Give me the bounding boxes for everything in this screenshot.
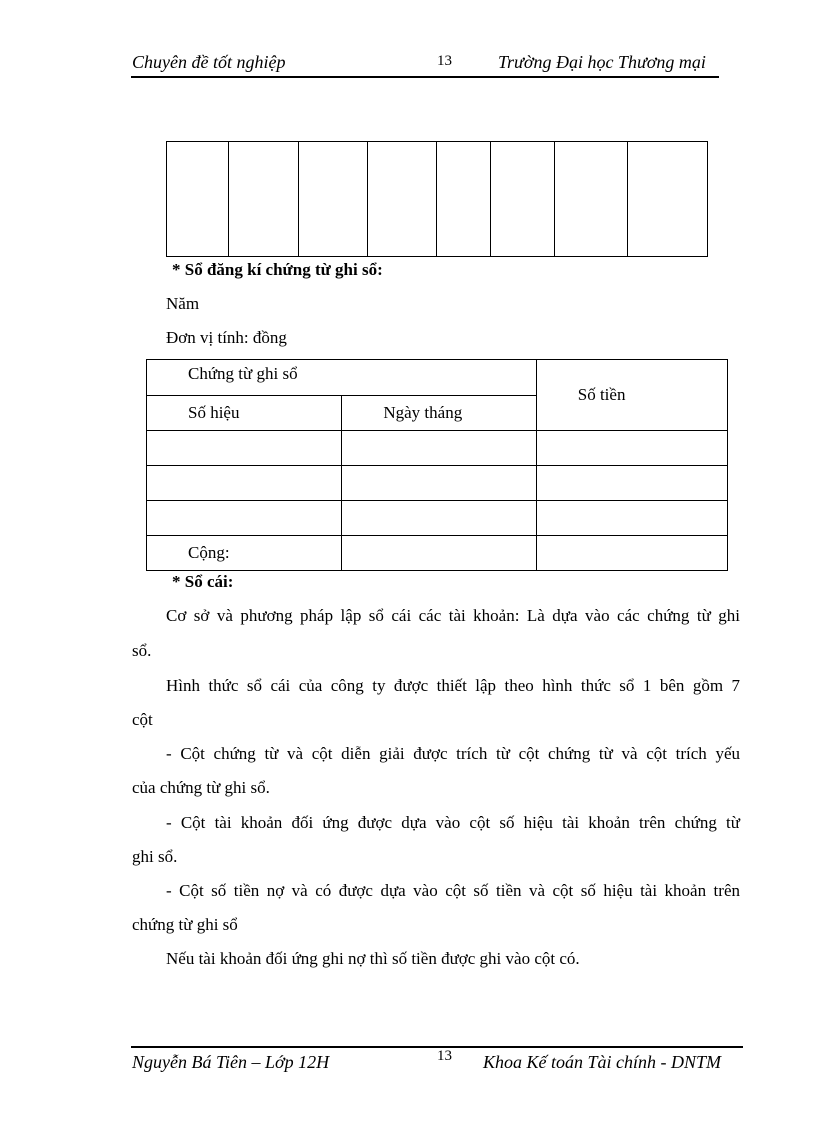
table-cell [147,501,342,536]
grid-cell [299,142,368,257]
paragraph-amount-col-line1: - Cột số tiền nợ và có được dựa vào cột số tiền và cột số hiệu tài khoản trên [166,881,740,900]
paragraph-contra-col-line2: ghi sổ. [132,847,178,866]
grid-cell [491,142,555,257]
table-row [147,431,728,466]
table-cell [147,431,342,466]
total-label: Cộng: [188,543,230,562]
grid-cell [368,142,437,257]
group-header: Chứng từ ghi sổ [188,364,298,383]
date-header-cell [342,396,536,431]
table-row [147,501,728,536]
table-cell [342,501,536,536]
empty-grid-table [166,141,708,257]
header-right: Trường Đại học Thương mại [498,52,706,72]
table-cell [342,536,536,571]
col-number-header: Số hiệu [188,403,240,422]
table-cell [342,431,536,466]
grid-cell [437,142,491,257]
table-cell [536,536,727,571]
paragraph-contra-col-line1: - Cột tài khoản đối ứng được dựa vào cột số hiệu tài khoản trên chứng từ [166,813,740,832]
table-cell [147,466,342,501]
grid-cell [229,142,299,257]
paragraph-voucher-col-line2: của chứng từ ghi sổ. [132,778,270,797]
amount-header-cell [536,360,727,431]
table-cell [342,466,536,501]
paragraph-form-line1: Hình thức sổ cái của công ty được thiết lập theo hình thức sổ 1 bên gồm 7 [166,676,740,695]
section-heading-register: * Sổ đăng kí chứng từ ghi sổ: [172,260,383,279]
paragraph-voucher-col-line1: - Cột chứng từ và cột diễn giải được trích từ cột chứng từ và cột trích yếu [166,744,740,763]
table-cell [536,466,727,501]
col-amount-header: Số tiền [577,385,626,404]
col-date-header: Ngày tháng [383,403,463,422]
number-header-cell [147,396,342,431]
paragraph-basis-line2: sổ. [132,641,152,660]
unit-label: Đơn vị tính: đồng [166,328,287,347]
grid-cell [628,142,708,257]
header-page-number: 13 [437,53,452,69]
grid-cell [555,142,628,257]
header-left: Chuyên đề tốt nghiệp [132,52,286,72]
paragraph-form-line2: cột [132,710,153,729]
footer-left: Nguyễn Bá Tiên – Lớp 12H [132,1052,330,1072]
group-header-cell [147,360,537,396]
year-label: Năm [166,294,200,313]
footer-page-number: 13 [437,1048,452,1064]
table-cell [536,431,727,466]
paragraph-amount-col-line2: chứng từ ghi sổ [132,915,238,934]
footer-right: Khoa Kế toán Tài chính - DNTM [483,1052,722,1072]
total-label-cell [147,536,342,571]
total-row [147,536,728,571]
table-row [147,466,728,501]
table-cell [536,501,727,536]
paragraph-debit-rule: Nếu tài khoản đối ứng ghi nợ thì số tiền được ghi vào cột có. [166,949,580,968]
header-rule [131,76,719,78]
grid-cell [167,142,229,257]
paragraph-basis-line1: Cơ sở và phương pháp lập sổ cái các tài khoản: Là dựa vào các chứng từ ghi [166,606,740,625]
section-heading-ledger: * Sổ cái: [172,572,234,591]
register-table [146,359,728,571]
